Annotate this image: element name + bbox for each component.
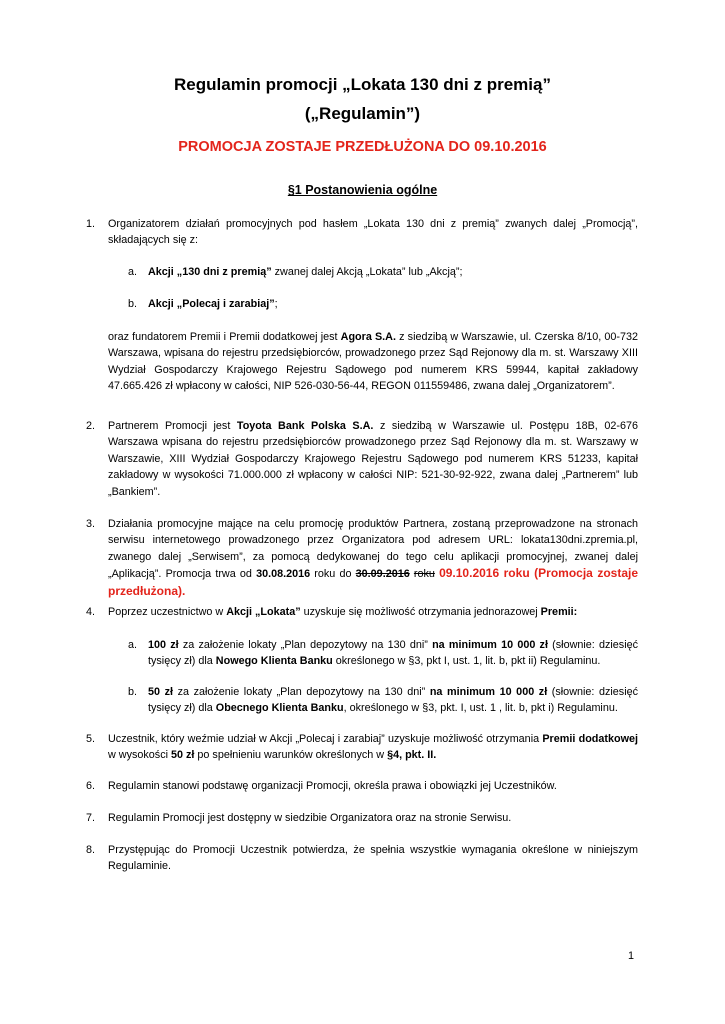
paragraph-text: za założenie lokaty „Plan depozytowy na 130 dni” bbox=[173, 686, 430, 698]
minimum-amount: na minimum 10 000 zł bbox=[432, 639, 548, 651]
paragraph-text: (słownie: dziesięć tysięcy zł) dla bbox=[148, 639, 639, 668]
paragraph-6: Regulamin stanowi podstawę organizacji Promocji, określa prawa i obowiązki jej Uczestników. bbox=[108, 780, 557, 792]
old-roku: roku bbox=[413, 568, 435, 581]
premium-amount: 50 zł bbox=[171, 749, 195, 762]
paragraph-text: Działania promocyjne mające na celu promocję produktów Partnera, zostaną przeprowadzone na stronach serwisu internetowego prowadzonego przez Organizatora pod adresem URL: lokata130dni.zpremia.pl, zwanego dalej „Serwisem”, za pomocą dedykowanej do tego celu aplikacji promocyjnej, zwanej dalej „Aplikacją”. Promocja trwa od bbox=[108, 518, 638, 581]
paragraph-text: z siedzibą w Warszawie, ul. Czerska 8/10, 00-732 Warszawa, wpisana do rejestru przedsiębiorców, prowadzonego przez Sąd Rejonowy dla m. st. Warszawy XIII Wydział Gospodarczy Krajowego Rejestru Sądowego pod numerem KRS 59944, kapitał zakładowy 47.665.426 zł wpłacony w całości, NIP 526-030-56-44, REGON 011559486, zwana dalej „Organizatorem”. bbox=[108, 331, 638, 393]
extension-notice: PROMOCJA ZOSTAJE PRZEDŁUŻONA DO 09.10.2016 bbox=[178, 139, 547, 155]
item-number: 2. bbox=[86, 420, 96, 432]
subitem-label: a. bbox=[128, 639, 138, 651]
item-number: 5. bbox=[86, 733, 96, 745]
paragraph-text: z siedzibą w Warszawie ul. Postępu 18B, 02-676 Warszawa wpisana do rejestru przedsiębiorców prowadzonego przez Sąd Rejonowy dla m. st. Warszawy w Warszawie, XIII Wydział Gospodarczy Krajowego Rejestru Sądowego pod numerem KRS 51233, kapitał zakładowy w wysokości 71.000.000 zł wpłacony w całości NIP: 521-30-92-922, zwana dalej „Partnerem” lub „Bankiem”. bbox=[108, 420, 638, 498]
paragraph-text: określonego w §3, pkt I, ust. 1, lit. b, pkt ii) Regulaminu. bbox=[332, 655, 601, 668]
paragraph-text: ; bbox=[274, 298, 278, 310]
item-number: 3. bbox=[86, 518, 96, 530]
item-number: 7. bbox=[86, 812, 96, 824]
paragraph-text: (słownie: dziesięć tysięcy zł) dla bbox=[148, 686, 638, 715]
paragraph-text: oraz fundatorem Premii i Premii dodatkowej jest bbox=[108, 331, 341, 343]
paragraph-text: Uczestnik, który weźmie udział w Akcji „Polecaj i zarabiaj” uzyskuje możliwość otrzymania bbox=[108, 733, 543, 745]
item-number: 8. bbox=[86, 844, 96, 856]
section-heading: §1 Postanowienia ogólne bbox=[287, 183, 438, 197]
premia-dodatkowa: Premii dodatkowej bbox=[542, 733, 638, 745]
start-date: 30.08.2016 bbox=[256, 568, 311, 581]
akcja-polecaj-name: Akcji „Polecaj i zarabiaj” bbox=[148, 298, 275, 310]
item-number: 1. bbox=[86, 218, 96, 230]
partner-name: Toyota Bank Polska S.A. bbox=[236, 420, 374, 432]
subitem-label: b. bbox=[128, 686, 138, 698]
title-line-2: („Regulamin”) bbox=[304, 104, 421, 123]
paragraph-4-item-a bbox=[148, 637, 638, 670]
new-end-date: 09.10.2016 roku (Promocja zostaje przedłużona). bbox=[108, 566, 639, 598]
premium-amount: 100 zł bbox=[148, 639, 179, 651]
paragraph-2 bbox=[108, 418, 638, 500]
paragraph-1-item-a bbox=[148, 264, 638, 280]
paragraph-7: Regulamin Promocji jest dostępny w siedzibie Organizatora oraz na stronie Serwisu. bbox=[108, 812, 512, 824]
paragraph-5 bbox=[108, 731, 638, 764]
title-line-1: Regulamin promocji „Lokata 130 dni z premią” bbox=[174, 75, 551, 94]
paragraph-text: po spełnieniu warunków określonych w bbox=[194, 749, 388, 762]
paragraph-1-intro: Organizatorem działań promocyjnych pod hasłem „Lokata 130 dni z premią” zwanych dalej „Promocją”, składających się z: bbox=[108, 218, 638, 247]
paragraph-1-organizer bbox=[108, 329, 638, 395]
paragraph-3 bbox=[108, 516, 638, 600]
paragraph-text: za założenie lokaty „Plan depozytowy na 130 dni” bbox=[178, 639, 433, 651]
client-type: Nowego Klienta Banku bbox=[215, 655, 333, 668]
premium-amount: 50 zł bbox=[148, 686, 173, 698]
subitem-label: b. bbox=[128, 298, 138, 310]
paragraph-text: Poprzez uczestnictwo w bbox=[108, 606, 227, 618]
akcja-lokata-name: Akcji „Lokata” bbox=[226, 606, 301, 618]
old-end-date: 30.09.2016 bbox=[355, 568, 410, 581]
client-type: Obecnego Klienta Banku bbox=[215, 702, 344, 715]
paragraph-text: , określonego w §3, pkt. I, ust. 1 , lit. b, pkt i) Regulaminu. bbox=[343, 702, 618, 715]
premia-label: Premii: bbox=[540, 606, 578, 618]
item-number: 6. bbox=[86, 780, 96, 792]
organizer-name: Agora S.A. bbox=[340, 331, 396, 343]
akcja-lokata-name: Akcji „130 dni z premią” bbox=[148, 266, 272, 278]
subitem-label: a. bbox=[128, 266, 138, 278]
paragraph-text: roku do bbox=[310, 568, 356, 581]
minimum-amount: na minimum 10 000 zł bbox=[429, 686, 548, 698]
paragraph-text: zwanej dalej Akcją „Lokata” lub „Akcją”; bbox=[271, 266, 463, 278]
item-number: 4. bbox=[86, 606, 96, 618]
paragraph-1-item-b bbox=[148, 296, 638, 312]
paragraph-text: Partnerem Promocji jest bbox=[108, 420, 237, 432]
paragraph-text: uzyskuje się możliwość otrzymania jednorazowej bbox=[300, 606, 541, 618]
section-reference: §4, pkt. II. bbox=[387, 749, 437, 762]
paragraph-4-item-b bbox=[148, 684, 638, 717]
page-number: 1 bbox=[628, 950, 635, 962]
paragraph-4 bbox=[108, 604, 638, 620]
paragraph-text: w wysokości bbox=[108, 749, 171, 762]
paragraph-8: Przystępując do Promocji Uczestnik potwierdza, że spełnia wszystkie wymagania określone w niniejszym Regulaminie. bbox=[108, 844, 638, 873]
